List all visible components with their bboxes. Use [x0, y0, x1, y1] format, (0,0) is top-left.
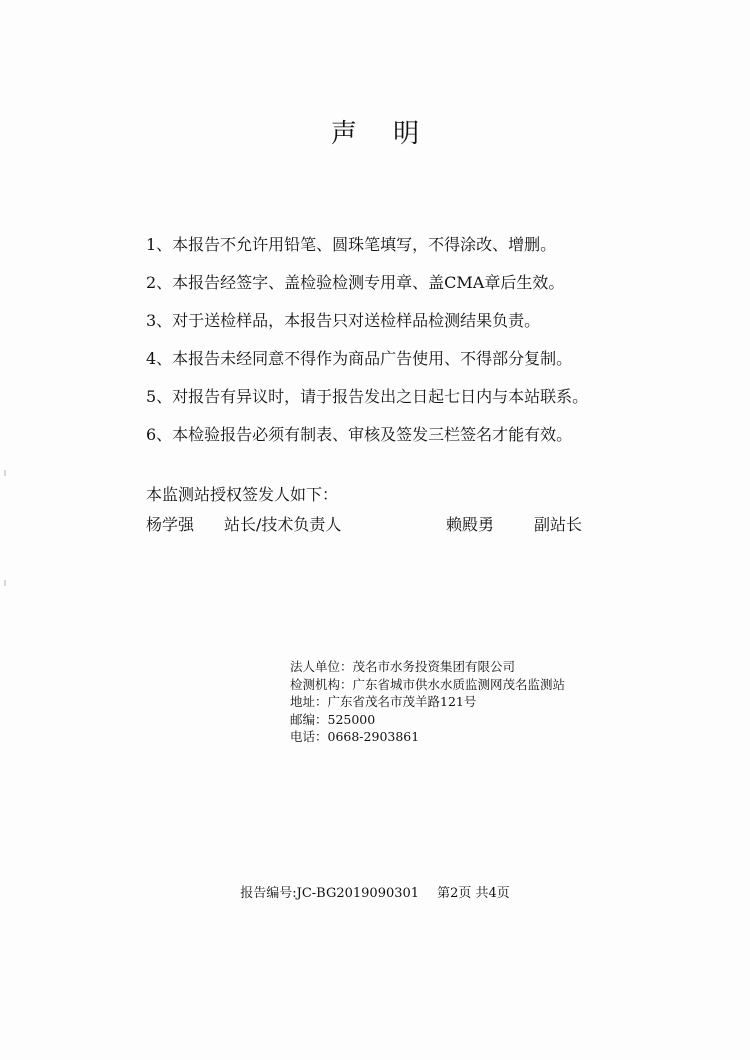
- signer-role: 副站长: [534, 515, 583, 534]
- scan-mark: [4, 580, 6, 586]
- signer-name: 赖殿勇: [446, 515, 495, 534]
- legal-entity-line: 法人单位：茂名市水务投资集团有限公司: [290, 659, 516, 674]
- address-line: 地址：广东省茂名市茂羊路121号: [290, 694, 477, 709]
- statement-item: 4、本报告未经同意不得作为商品广告使用、不得部分复制。: [146, 349, 573, 368]
- statement-item: 1、本报告不允许用铅笔、圆珠笔填写，不得涂改、增删。: [146, 235, 557, 254]
- page-count: 第2页 共4页: [437, 886, 510, 901]
- scan-mark: [4, 470, 6, 476]
- statement-item: 6、本检验报告必须有制表、审核及签发三栏签名才能有效。: [146, 425, 573, 444]
- report-number: 报告编号:JC-BG2019090301: [240, 886, 420, 901]
- agency-line: 检测机构：广东省城市供水水质监测网茂名监测站: [290, 676, 566, 692]
- postcode-line: 邮编：525000: [290, 711, 376, 727]
- signer-role: 站长/技术负责人: [224, 515, 342, 534]
- statement-list: [146, 226, 706, 454]
- statement-item: 2、本报告经签字、盖检验检测专用章、盖CMA章后生效。: [146, 273, 565, 292]
- page-title: 声 明: [330, 119, 434, 150]
- phone-line: 电话：0668-2903861: [290, 729, 420, 744]
- contact-block: [290, 658, 565, 746]
- signer-name: 杨学强: [146, 515, 195, 534]
- signers-heading: 本监测站授权签发人如下：: [146, 485, 339, 504]
- statement-item: 3、对于送检样品，本报告只对送检样品检测结果负责。: [146, 311, 541, 330]
- statement-item: 5、对报告有异议时，请于报告发出之日起七日内与本站联系。: [146, 387, 589, 406]
- page-footer: [0, 882, 750, 901]
